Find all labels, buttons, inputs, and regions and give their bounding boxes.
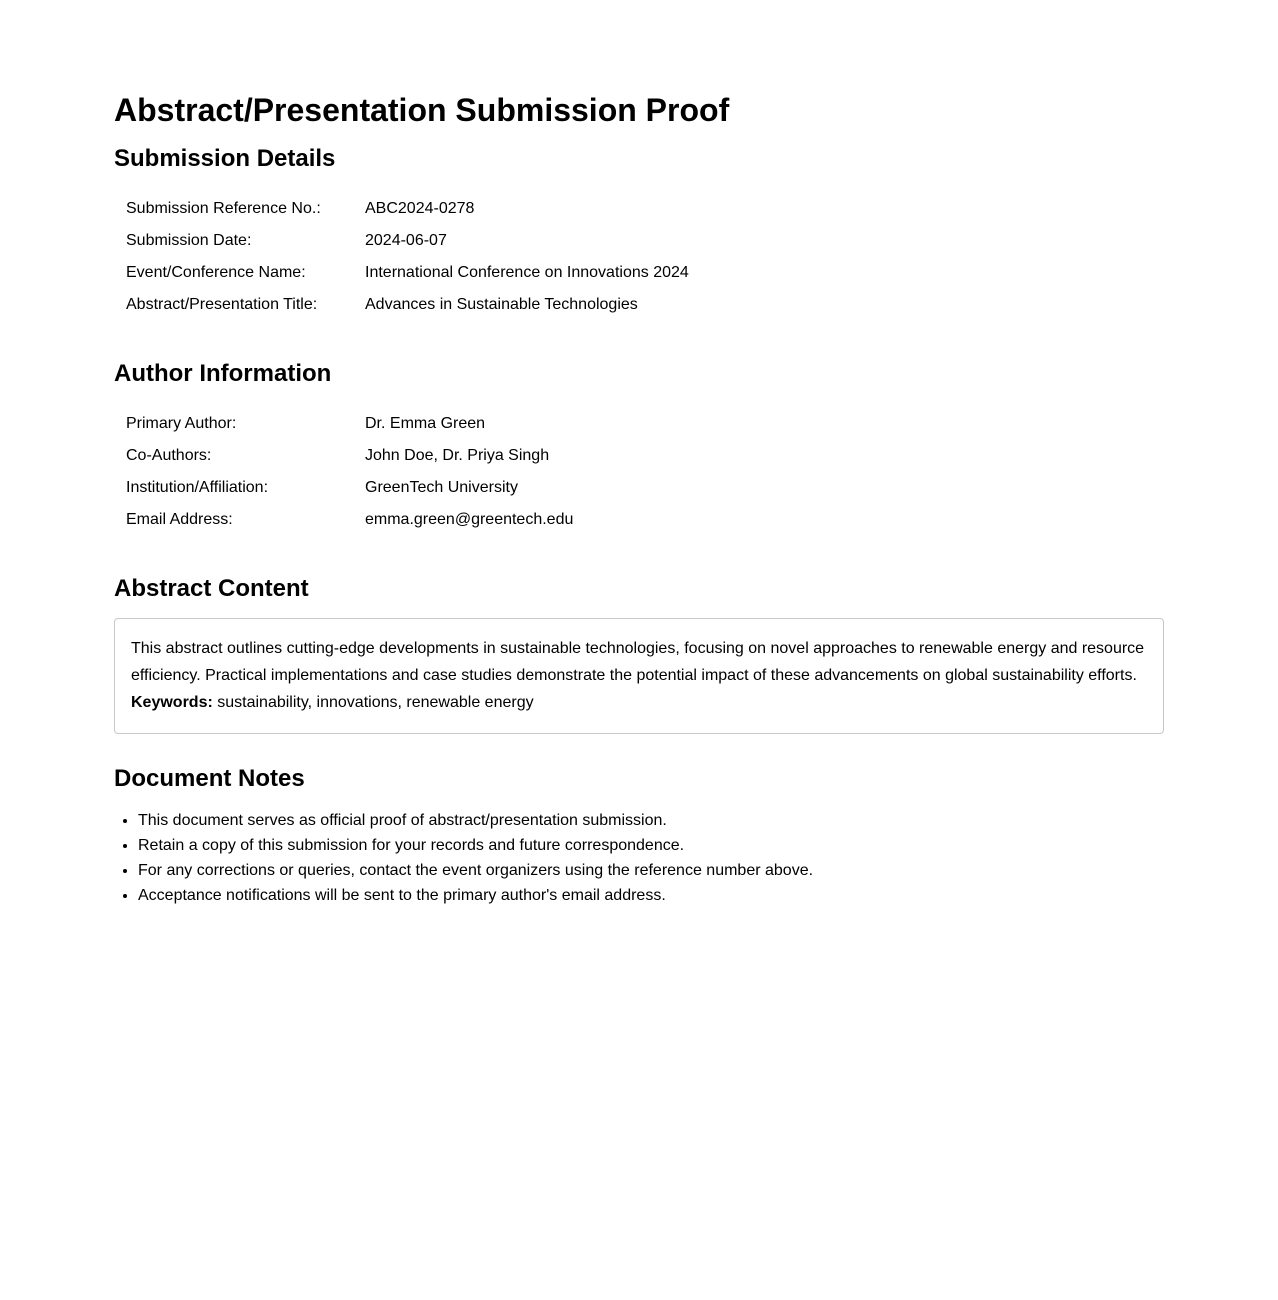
field-label: Institution/Affiliation: [126, 479, 269, 496]
email-value: emma.green@greentech.edu [365, 511, 574, 528]
list-item: • Retain a copy of this submission for your records and future correspondence. [138, 833, 1164, 858]
event-name-value: International Conference on Innovations 2024 [365, 264, 689, 281]
submission-reference-value: ABC2024-0278 [365, 200, 475, 217]
primary-author-value: Dr. Emma Green [365, 415, 486, 432]
institution-value: GreenTech University [365, 479, 518, 496]
submission-details-table [114, 193, 701, 321]
keywords-line [131, 689, 1147, 716]
abstract-content-heading: Abstract Content [114, 575, 309, 602]
field-label: Email Address: [126, 511, 233, 528]
keywords-label: Keywords: [131, 694, 213, 711]
table-row [114, 193, 701, 225]
table-row [114, 408, 585, 440]
table-row [114, 225, 701, 257]
submission-date-value: 2024-06-07 [365, 232, 447, 249]
table-row [114, 472, 585, 504]
abstract-text: This abstract outlines cutting-edge developments in sustainable technologies, focusing on novel approaches to renewable energy and resource efficiency. Practical implementations and case studies demonstrate the potential impact of these advancements on global sustainability efforts. [131, 640, 1145, 684]
co-authors-value: John Doe, Dr. Priya Singh [365, 447, 550, 464]
document-notes-list [114, 808, 1164, 908]
author-information-heading: Author Information [114, 360, 332, 387]
table-row [114, 257, 701, 289]
field-label: Submission Reference No.: [126, 200, 321, 217]
presentation-title-value: Advances in Sustainable Technologies [365, 296, 638, 313]
author-information-table [114, 408, 585, 536]
field-label: Event/Conference Name: [126, 264, 306, 281]
field-label: Submission Date: [126, 232, 252, 249]
field-label: Co-Authors: [126, 447, 212, 464]
table-row [114, 440, 585, 472]
document-notes-heading: Document Notes [114, 765, 305, 792]
list-item: • For any corrections or queries, contact the event organizers using the reference number above. [138, 858, 1164, 883]
page-title: Abstract/Presentation Submission Proof [114, 92, 730, 128]
list-item: • This document serves as official proof of abstract/presentation submission. [138, 808, 1164, 833]
field-label: Primary Author: [126, 415, 237, 432]
table-row [114, 504, 585, 536]
field-label: Abstract/Presentation Title: [126, 296, 318, 313]
keywords-value: sustainability, innovations, renewable energy [217, 694, 534, 711]
table-row [114, 289, 701, 321]
abstract-box [114, 618, 1164, 734]
list-item: • Acceptance notifications will be sent to the primary author's email address. [138, 883, 1164, 908]
submission-details-heading: Submission Details [114, 145, 336, 172]
